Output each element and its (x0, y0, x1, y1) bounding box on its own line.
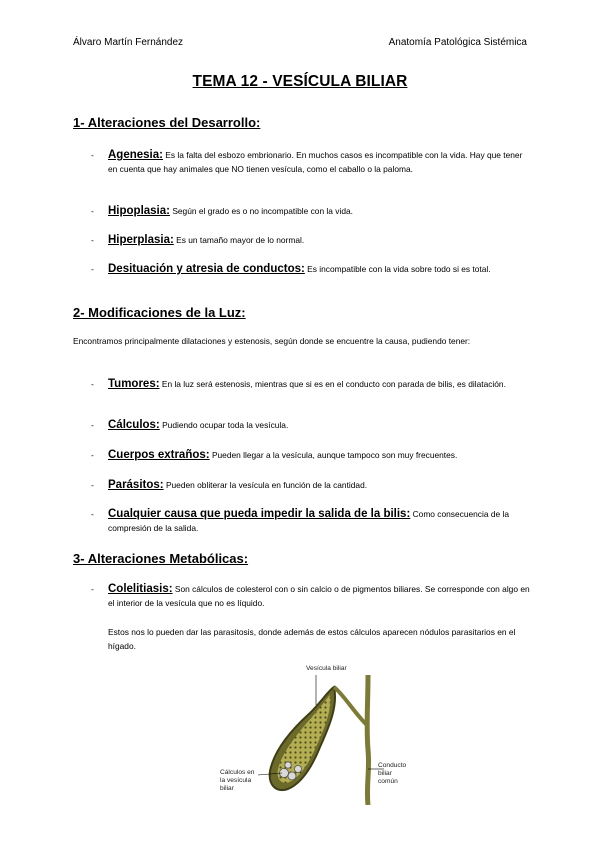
list-item-salida-bilis (91, 507, 531, 535)
section-heading-luz: 2- Modificaciones de la Luz: (73, 305, 246, 320)
text-colelitiasis: Son cálculos de colesterol con o sin calcio o de pigmentos biliares. Se corresponde con algo en el interior de la vesícula que no es líquido. (108, 584, 530, 608)
list-item-tumores (91, 377, 531, 391)
text-salida-bilis: Como consecuencia de la compresión de la salida. (108, 509, 509, 533)
gallstone (295, 766, 302, 773)
list-item-desituacion (91, 262, 531, 276)
text-calculos: Pudiendo ocupar toda la vesícula. (162, 420, 289, 430)
list-item-colelitiasis (91, 582, 531, 610)
paragraph-parasitosis: Estos nos lo pueden dar las parasitosis, donde además de estos cálculos aparecen nódulos parasitarios en el hígado. (108, 627, 516, 651)
text-hipoplasia: Según el grado es o no incompatible con la vida. (172, 206, 353, 216)
text-agenesia: Es la falta del esbozo embrionario. En muchos casos es incompatible con la vida. Hay que tener en cuenta que hay animales que NO tienen vesícula, como el caballo o la paloma. (108, 150, 523, 174)
label-gallstones: Cálculos en la vesícula biliar (220, 769, 255, 792)
term-hipoplasia: Hipoplasia: (108, 205, 170, 217)
list-dash: - (91, 420, 94, 430)
list-dash: - (91, 379, 94, 389)
list-dash: - (91, 450, 94, 460)
gallbladder-illustration (218, 665, 408, 805)
list-item-hipoplasia (91, 204, 531, 218)
section-intro-luz: Encontramos principalmente dilataciones y estenosis, según donde se encuentre la causa, pudiendo tener: (73, 336, 471, 346)
term-cuerpos-extranos: Cuerpos extraños: (108, 449, 210, 461)
section-heading-desarrollo: 1- Alteraciones del Desarrollo: (73, 115, 261, 130)
list-item-parasitos (91, 478, 531, 492)
term-desituacion: Desituación y atresia de conductos: (108, 263, 305, 275)
gallstone (285, 762, 291, 768)
section-heading-metabolicas: 3- Alteraciones Metabólicas: (73, 551, 249, 566)
course-name: Anatomía Patológica Sistémica (388, 37, 527, 48)
gallstone (288, 772, 296, 780)
author-name: Álvaro Martín Fernández (73, 37, 184, 48)
term-hiperplasia: Hiperplasia: (108, 234, 174, 246)
cystic-duct (334, 687, 367, 725)
list-dash: - (91, 150, 94, 160)
list-dash: - (91, 264, 94, 274)
label-common-bile-duct: Conducto biliar común (378, 762, 407, 785)
list-item-cuerpos-extranos (91, 448, 531, 462)
term-tumores: Tumores: (108, 378, 160, 390)
term-agenesia: Agenesia: (108, 149, 163, 161)
term-colelitiasis: Colelitiasis: (108, 583, 173, 595)
text-parasitos: Pueden obliterar la vesícula en función de la cantidad. (165, 480, 368, 490)
list-dash: - (91, 480, 94, 490)
list-item-hiperplasia (91, 233, 531, 247)
list-item-agenesia (91, 148, 531, 176)
text-cuerpos-extranos: Pueden llegar a la vesícula, aunque tampoco son muy frecuentes. (211, 450, 458, 460)
list-dash: - (91, 235, 94, 245)
list-dash: - (91, 206, 94, 216)
text-hiperplasia: Es un tamaño mayor de lo normal. (176, 235, 305, 245)
page-header (73, 37, 527, 51)
common-bile-duct (367, 675, 368, 805)
list-dash: - (91, 509, 94, 519)
term-calculos: Cálculos: (108, 419, 160, 431)
term-parasitos: Parásitos: (108, 479, 164, 491)
label-gallbladder: Vesícula biliar (306, 665, 347, 672)
term-salida-bilis: Cualquier causa que pueda impedir la salida de la bilis: (108, 508, 411, 520)
list-dash: - (91, 584, 94, 594)
page-title: TEMA 12 - VESÍCULA BILIAR (192, 73, 408, 90)
list-item-calculos (91, 418, 531, 432)
text-tumores: En la luz será estenosis, mientras que si es en el conducto con parada de bilis, es dilatación. (161, 379, 506, 389)
text-desituacion: Es incompatible con la vida sobre todo si es total. (307, 264, 491, 274)
